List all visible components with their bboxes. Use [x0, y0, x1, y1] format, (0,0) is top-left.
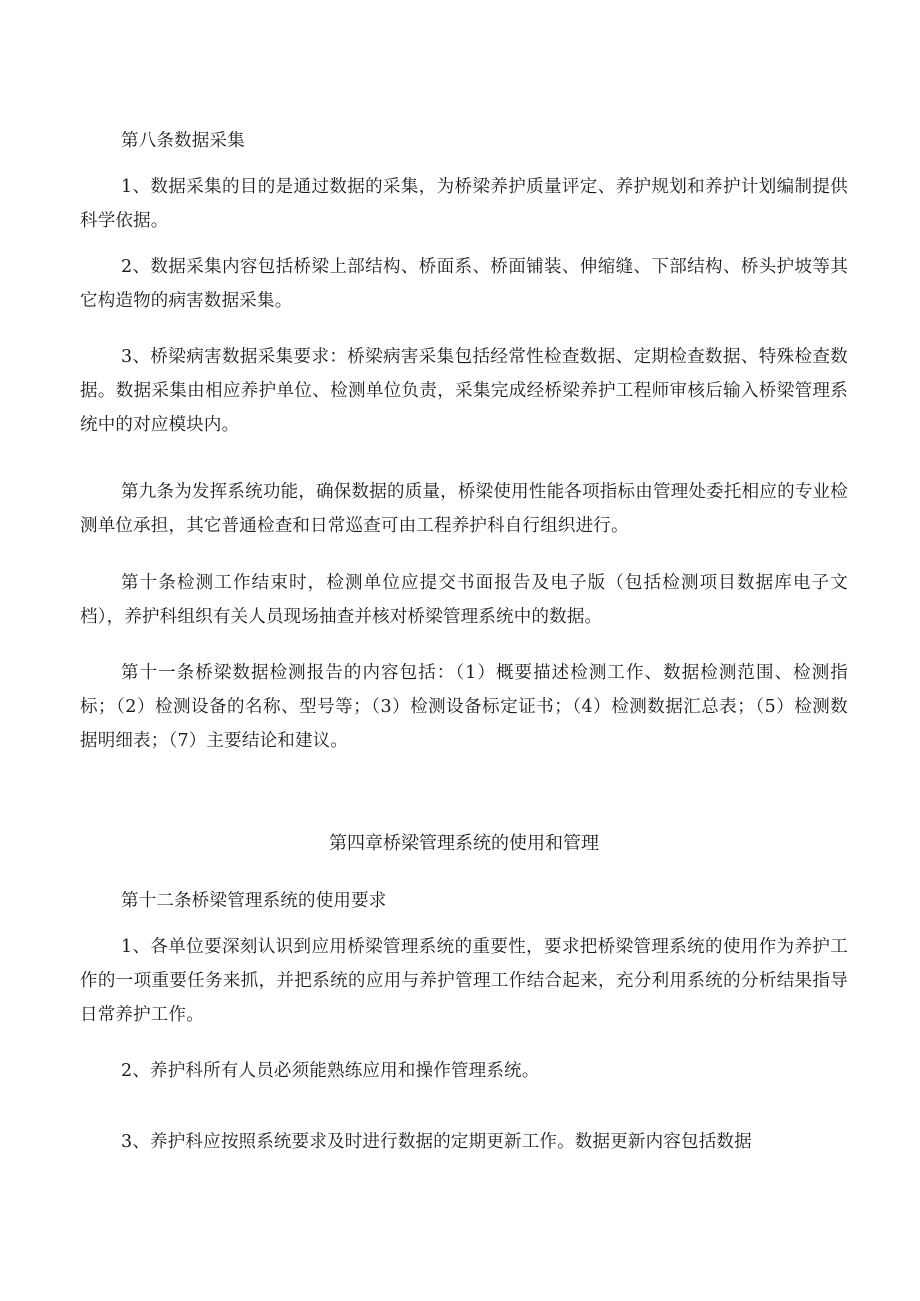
chapter-4-title: 第四章桥梁管理系统的使用和管理: [329, 833, 599, 854]
article-8-title: 第八条数据采集: [121, 131, 245, 151]
article-9: 第九条为发挥系统功能，确保数据的质量，桥梁使用性能各项指标由管理处委托相应的专业检测单位承担，其它普通检查和日常巡查可由工程养护科自行组织进行。: [80, 482, 848, 536]
article-12-item-2: 2、养护科所有人员必须能熟练应用和操作管理系统。: [121, 1061, 540, 1081]
article-12-item-3: 3、养护科应按照系统要求及时进行数据的定期更新工作。数据更新内容包括数据: [121, 1132, 752, 1152]
article-8-item-2: 2、数据采集内容包括桥梁上部结构、桥面系、桥面铺装、伸缩缝、下部结构、桥头护坡等其它构造物的病害数据采集。: [80, 257, 848, 311]
article-12-item-1: 1、各单位要深刻认识到应用桥梁管理系统的重要性，要求把桥梁管理系统的使用作为养护工作的一项重要任务来抓，并把系统的应用与养护管理工作结合起来，充分利用系统的分析结果指导日常养护工作。: [80, 937, 848, 1025]
article-12-title: 第十二条桥梁管理系统的使用要求: [121, 891, 387, 911]
article-11: 第十一条桥梁数据检测报告的内容包括：（1）概要描述检测工作、数据检测范围、检测指标；（2）检测设备的名称、型号等；（3）检测设备标定证书；（4）检测数据汇总表；（5）检测数据明细表；（7）主要结论和建议。: [80, 663, 848, 751]
article-8-item-1: 1、数据采集的目的是通过数据的采集，为桥梁养护质量评定、养护规划和养护计划编制提供科学依据。: [80, 177, 848, 231]
article-8-item-3: 3、桥梁病害数据采集要求：桥梁病害采集包括经常性检查数据、定期检查数据、特殊检查数据。数据采集由相应养护单位、检测单位负责，采集完成经桥梁养护工程师审核后输入桥梁管理系统中的对应模块内。: [80, 347, 848, 435]
article-10: 第十条检测工作结束时，检测单位应提交书面报告及电子版（包括检测项目数据库电子文档），养护科组织有关人员现场抽查并核对桥梁管理系统中的数据。: [80, 573, 848, 627]
